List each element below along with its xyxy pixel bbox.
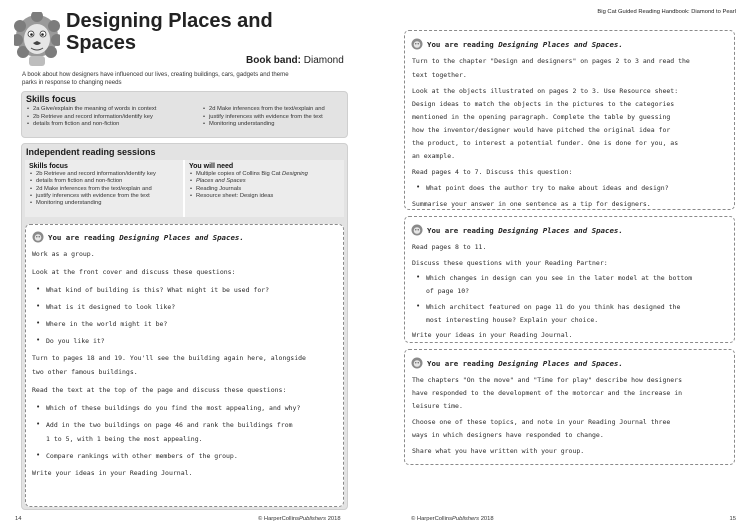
panel-line: of page 10? — [426, 287, 470, 295]
panel-title-prefix: You are reading — [427, 225, 494, 235]
sessions-skill-continued: • details from fiction and non-fiction — [29, 178, 179, 185]
skills-item: • 2b Retrieve and record information/identify key — [26, 114, 196, 122]
panel-line: The chapters "On the move" and "Time for play" describe how designers — [412, 376, 683, 384]
bullet: • — [36, 403, 41, 411]
lion-mascot-icon — [14, 12, 60, 68]
panel-line: Share what you have written with your group. — [412, 447, 585, 455]
panel-title — [32, 231, 244, 243]
independent-reading-heading: Independent reading sessions — [26, 147, 156, 157]
panel-line: have responded to the development of the motorcar and the increase in — [412, 389, 683, 397]
need-item-book: Designing — [282, 171, 308, 177]
sessions-need-heading: You will need — [189, 163, 234, 170]
book-band — [246, 55, 344, 66]
footer-page-number: 15 — [729, 516, 736, 522]
lion-icon — [32, 231, 44, 243]
bullet: • — [36, 285, 41, 293]
bullet: • — [36, 336, 41, 344]
panel-line: Turn to pages 18 and 19. You'll see the building again here, alongside — [32, 354, 306, 362]
panel-title-prefix: You are reading — [427, 39, 494, 49]
panel-line: Look at the front cover and discuss these questions: — [32, 268, 236, 276]
footer-copyright-holder: © HarperCollins — [258, 516, 299, 522]
book-title — [66, 10, 316, 54]
panel-line: two other famous buildings. — [32, 368, 138, 376]
panel-line: how the inventor/designer would have pitched the original idea for — [412, 126, 671, 134]
need-item: • Resource sheet: Design ideas — [189, 193, 340, 200]
bullet: • — [416, 302, 421, 310]
panel-line: Add in the two buildings on page 46 and rank the buildings from — [46, 421, 293, 429]
skills-focus-box — [21, 91, 348, 138]
book-intro — [22, 71, 352, 87]
bullet: • — [36, 319, 41, 327]
sessions-skill: • 2d Make inferences from the text/explain and — [29, 186, 179, 193]
bullet: • — [416, 273, 421, 281]
panel-line: Choose one of these topics, and note in your Reading Journal three — [412, 418, 671, 426]
lion-icon — [411, 38, 423, 50]
lion-icon — [411, 357, 423, 369]
book-band-value: Diamond — [303, 55, 344, 66]
sessions-skills-heading: Skills focus — [29, 163, 68, 170]
intro-line-2: parks in response to changing needs — [22, 79, 122, 86]
sessions-skill-continued: • justify inferences with evidence from the text — [29, 193, 179, 200]
need-item-book: Places and Spaces — [196, 178, 246, 185]
footer-copyright — [411, 516, 494, 522]
footer-publishers: Publishers — [299, 516, 327, 522]
skills-item: • Monitoring understanding — [202, 121, 347, 129]
panel-line: ways in which designers have responded to change. — [412, 431, 604, 439]
sessions-table — [25, 160, 344, 217]
sessions-skill: • 2b Retrieve and record information/identify key — [29, 171, 179, 178]
panel-title-book: Designing Places and Spaces. — [498, 358, 623, 368]
footer-copyright — [258, 516, 341, 522]
panel-line: Write your ideas in your Reading Journal. — [412, 331, 573, 339]
panel-line: Which of these buildings do you find the most appealing, and why? — [46, 404, 301, 412]
need-item — [189, 171, 340, 178]
panel-line: Which changes in design can you see in the later model at the bottom — [426, 274, 693, 282]
book-title-line-2: Spaces — [66, 32, 137, 54]
independent-reading-box — [21, 143, 348, 510]
panel-line: most interesting house? Explain your choice. — [426, 316, 599, 324]
intro-line-1: A book about how designers have influenced our lives, creating buildings, cars, gadgets and theme — [22, 71, 289, 78]
skills-focus-heading: Skills focus — [26, 94, 77, 104]
panel-line: Work as a group. — [32, 250, 95, 258]
skills-focus-col-1 — [26, 106, 196, 129]
panel-line: Look at the objects illustrated on pages 2 to 3. Use Resource sheet: — [412, 87, 679, 95]
panel-line: What kind of building is this? What might it be used for? — [46, 286, 270, 294]
panel-line: Write your ideas in your Reading Journal. — [32, 469, 193, 477]
footer-publishers: Publishers — [452, 516, 480, 522]
panel-title-book: Designing Places and Spaces. — [498, 225, 623, 235]
panel-line: Summarise your answer in one sentence as a tip for designers. — [412, 200, 651, 208]
skills-item: • 2d Make inferences from the text/explain and — [202, 106, 347, 114]
lion-icon — [411, 224, 423, 236]
sessions-skills-cell — [25, 160, 183, 217]
need-item-continued — [189, 178, 340, 185]
panel-title-prefix: You are reading — [48, 232, 115, 242]
bullet: • — [416, 183, 421, 191]
panel-line: Read pages 8 to 11. — [412, 243, 487, 251]
footer-copyright-holder: © HarperCollins — [411, 516, 452, 522]
panel-line: Where in the world might it be? — [46, 320, 168, 328]
panel-line: mentioned in the opening paragraph. Complete the table by guessing — [412, 113, 671, 121]
reading-panel-1 — [404, 30, 735, 210]
panel-line: the product, to interest a potential funder. One is done for you, as — [412, 139, 679, 147]
footer-page-number: 14 — [15, 516, 22, 522]
need-item-text: Multiple copies of Collins Big Cat — [196, 171, 281, 177]
reading-panel-2 — [404, 216, 735, 343]
running-header: Big Cat Guided Reading Handbook: Diamond to Pearl — [597, 9, 736, 15]
skills-focus-col-2 — [202, 106, 347, 129]
panel-line: 1 to 5, with 1 being the most appealing. — [46, 435, 203, 443]
footer-year: 2018 — [480, 516, 494, 522]
panel-line: What point does the author try to make about ideas and design? — [426, 184, 669, 192]
panel-line: an example. — [412, 152, 456, 160]
sessions-need-cell — [185, 160, 344, 217]
sessions-skill: • Monitoring understanding — [29, 200, 179, 207]
reading-panel-left — [25, 224, 344, 507]
panel-line: Do you like it? — [46, 337, 105, 345]
need-item: • Reading Journals — [189, 186, 340, 193]
right-page — [375, 0, 750, 531]
panel-line: Which architect featured on page 11 do you think has designed the — [426, 303, 681, 311]
panel-title — [411, 224, 623, 236]
panel-line: Design ideas to match the objects in the pictures to the categories — [412, 100, 675, 108]
panel-line: Discuss these questions with your Reading Partner: — [412, 259, 608, 267]
panel-line: Read the text at the top of the page and discuss these questions: — [32, 386, 287, 394]
footer-year: 2018 — [327, 516, 341, 522]
book-band-label: Book band: — [246, 55, 301, 66]
panel-title — [411, 357, 623, 369]
panel-line: Compare rankings with other members of the group. — [46, 452, 238, 460]
panel-title-book: Designing Places and Spaces. — [498, 39, 623, 49]
panel-title — [411, 38, 623, 50]
skills-item-continued: • details from fiction and non-fiction — [26, 121, 196, 129]
book-title-line-1: Designing Places and — [66, 10, 273, 32]
panel-line: leisure time. — [412, 402, 463, 410]
bullet: • — [36, 451, 41, 459]
panel-title-book: Designing Places and Spaces. — [119, 232, 244, 242]
bullet: • — [36, 302, 41, 310]
panel-line: What is it designed to look like? — [46, 303, 176, 311]
skills-item: • 2a Give/explain the meaning of words in context — [26, 106, 196, 114]
panel-line: Read pages 4 to 7. Discuss this question: — [412, 168, 573, 176]
panel-line: Turn to the chapter "Design and designers" on pages 2 to 3 and read the — [412, 57, 690, 65]
panel-title-prefix: You are reading — [427, 358, 494, 368]
bullet: • — [36, 420, 41, 428]
reading-panel-3 — [404, 349, 735, 465]
skills-item-continued: • justify inferences with evidence from the text — [202, 114, 347, 122]
panel-line: text together. — [412, 71, 467, 79]
